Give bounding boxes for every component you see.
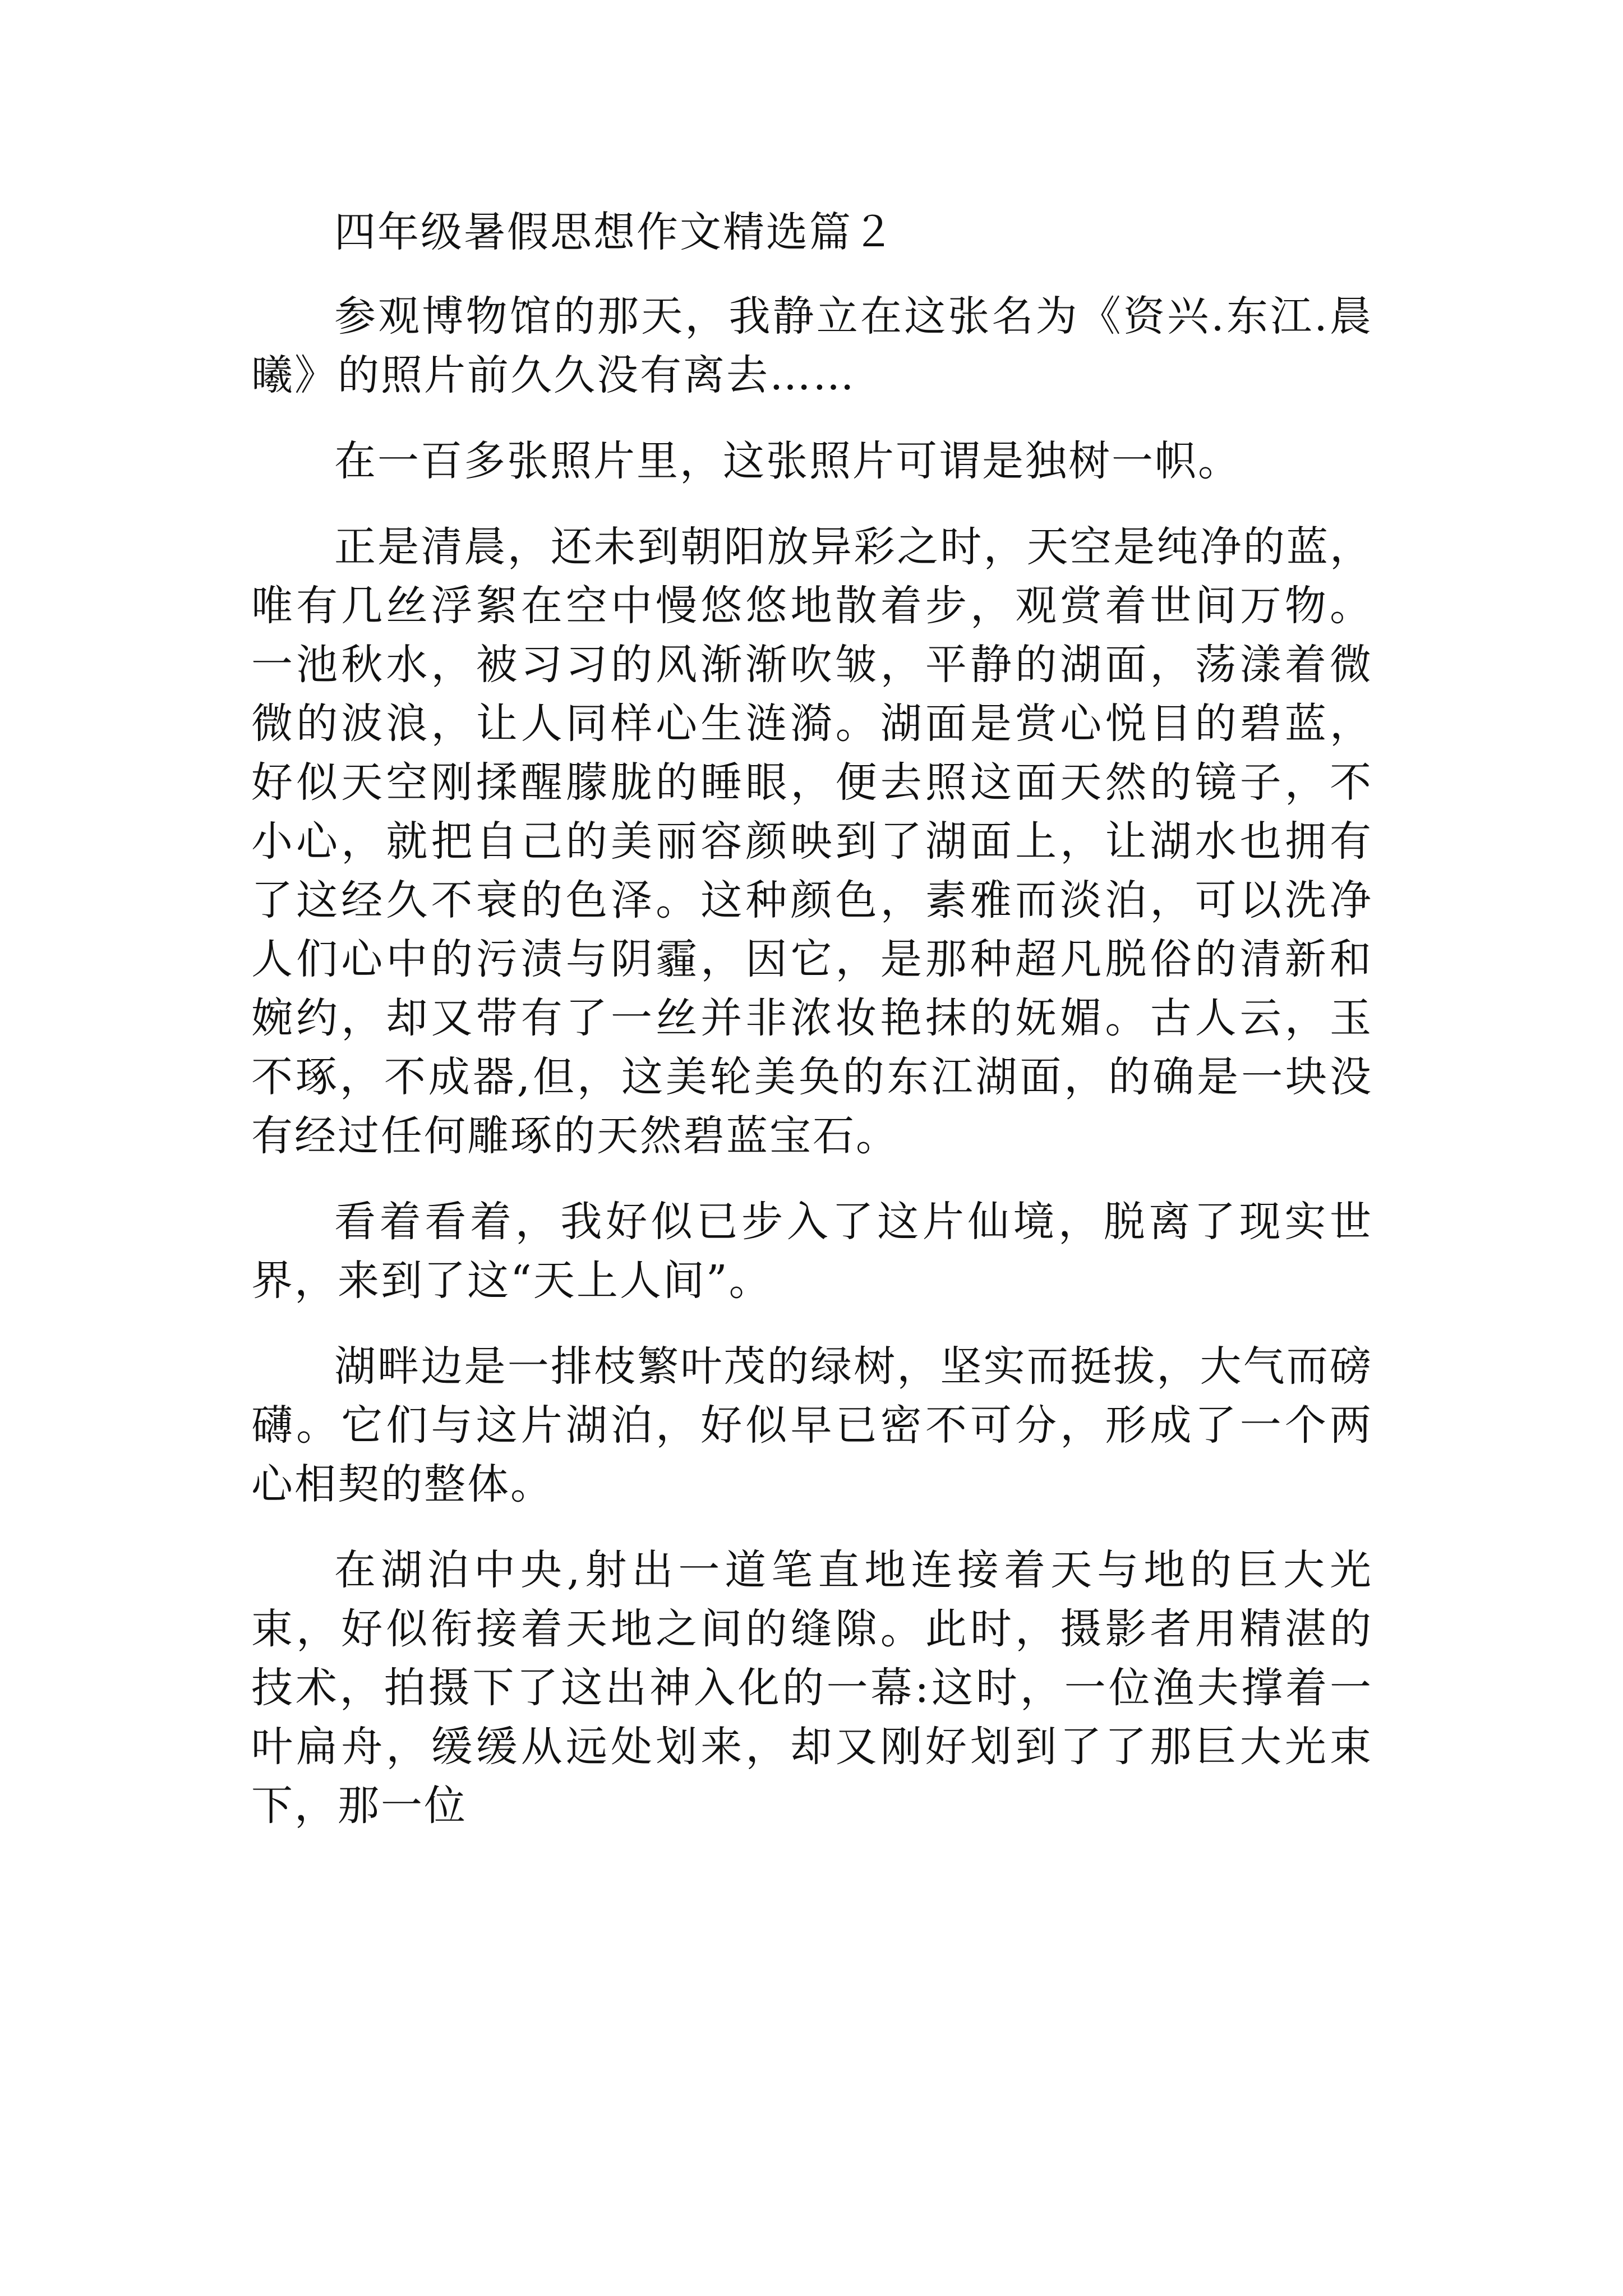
paragraph-1: 参观博物馆的那天，我静立在这张名为《资兴.东江.晨曦》的照片前久久没有离去…… — [251, 292, 1373, 399]
paragraph-2: 在一百多张照片里，这张照片可谓是独树一帜。 — [334, 437, 1241, 485]
paragraph-4: 看着看着，我好似已步入了这片仙境，脱离了现实世界，来到了这“天上人间”。 — [251, 1198, 1373, 1305]
document-body — [251, 203, 1373, 1862]
paragraph-3: 正是清晨，还未到朝阳放异彩之时，天空是纯净的蓝，唯有几丝浮絮在空中慢悠悠地散着步，观赏着世间万物。一池秋水，被习习的风渐渐吹皱，平静的湖面，荡漾着微微的波浪，让人同样心生涟漪。湖面是赏心悦目的碧蓝，好似天空刚揉醒朦胧的睡眼，便去照这面天然的镜子，不小心，就把自己的美丽容颜映到了湖面上，让湖水也拥有了这经久不衰的色泽。这种颜色，素雅而淡泊，可以洗净人们心中的污渍与阴霾，因它，是那种超凡脱俗的清新和婉约，却又带有了一丝并非浓妆艳抹的妩媚。古人云，玉不琢，不成器,但，这美轮美奂的东江湖面，的确是一块没有经过任何雕琢的天然碧蓝宝石。 — [251, 523, 1373, 1160]
paragraph-6: 在湖泊中央,射出一道笔直地连接着天与地的巨大光束，好似衔接着天地之间的缝隙。此时，摄影者用精湛的技术，拍摄下了这出神入化的一幕:这时，一位渔夫撑着一叶扁舟，缓缓从远处划来，却又刚好划到了了那巨大光束下，那一位 — [251, 1546, 1373, 1830]
document-title: 四年级暑假思想作文精选篇２ — [334, 208, 896, 256]
paragraph-5: 湖畔边是一排枝繁叶茂的绿树，坚实而挺拔，大气而磅礴。它们与这片湖泊，好似早已密不可分，形成了一个两心相契的整体。 — [251, 1342, 1373, 1508]
